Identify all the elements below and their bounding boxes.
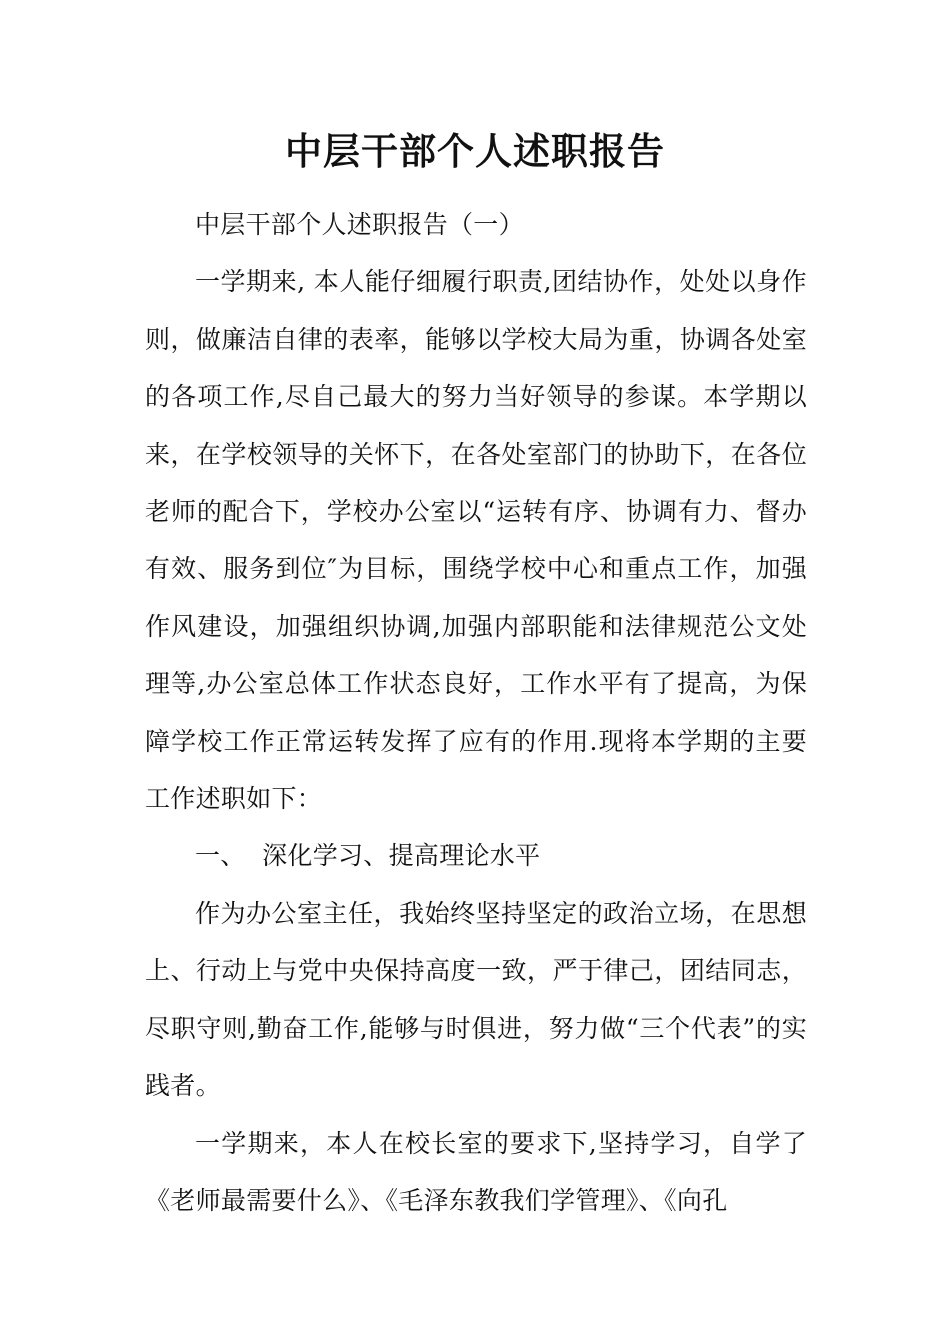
document-body [145,196,807,1229]
document-title: 中层干部个人述职报告 [285,130,665,173]
paragraph-intro: 一学期来, 本人能仔细履行职责,团结协作，处处以身作则，做廉洁自律的表率，能够以学校大局为重，协调各处室的各项工作,尽自己最大的努力当好领导的参谋。本学期以来，在学校领导的关怀下，在各处室部门的协助下，在各位老师的配合下，学校办公室以“运转有序、协调有力、督办有效、服务到位″为目标，围绕学校中心和重点工作，加强作风建设，加强组织协调,加强内部职能和法律规范公文处理等,办公室总体工作状态良好，工作水平有了提高，为保障学校工作正常运转发挥了应有的作用.现将本学期的主要工作述职如下： [145,267,807,814]
report-subtitle: 中层干部个人述职报告（一） [195,210,524,239]
paragraph-self-study: 一学期来，本人在校长室的要求下,坚持学习，自学了《老师最需要什么》、《毛泽东教我们学管理》、《向孔 [145,1128,807,1215]
paragraph-political-stance: 作为办公室主任，我始终坚持坚定的政治立场，在思想上、行动上与党中央保持高度一致，严于律己，团结同志，尽职守则,勤奋工作,能够与时俱进，努力做“三个代表”的实践者。 [145,898,807,1101]
section-heading: 一、 深化学习、提高理论水平 [195,841,541,871]
